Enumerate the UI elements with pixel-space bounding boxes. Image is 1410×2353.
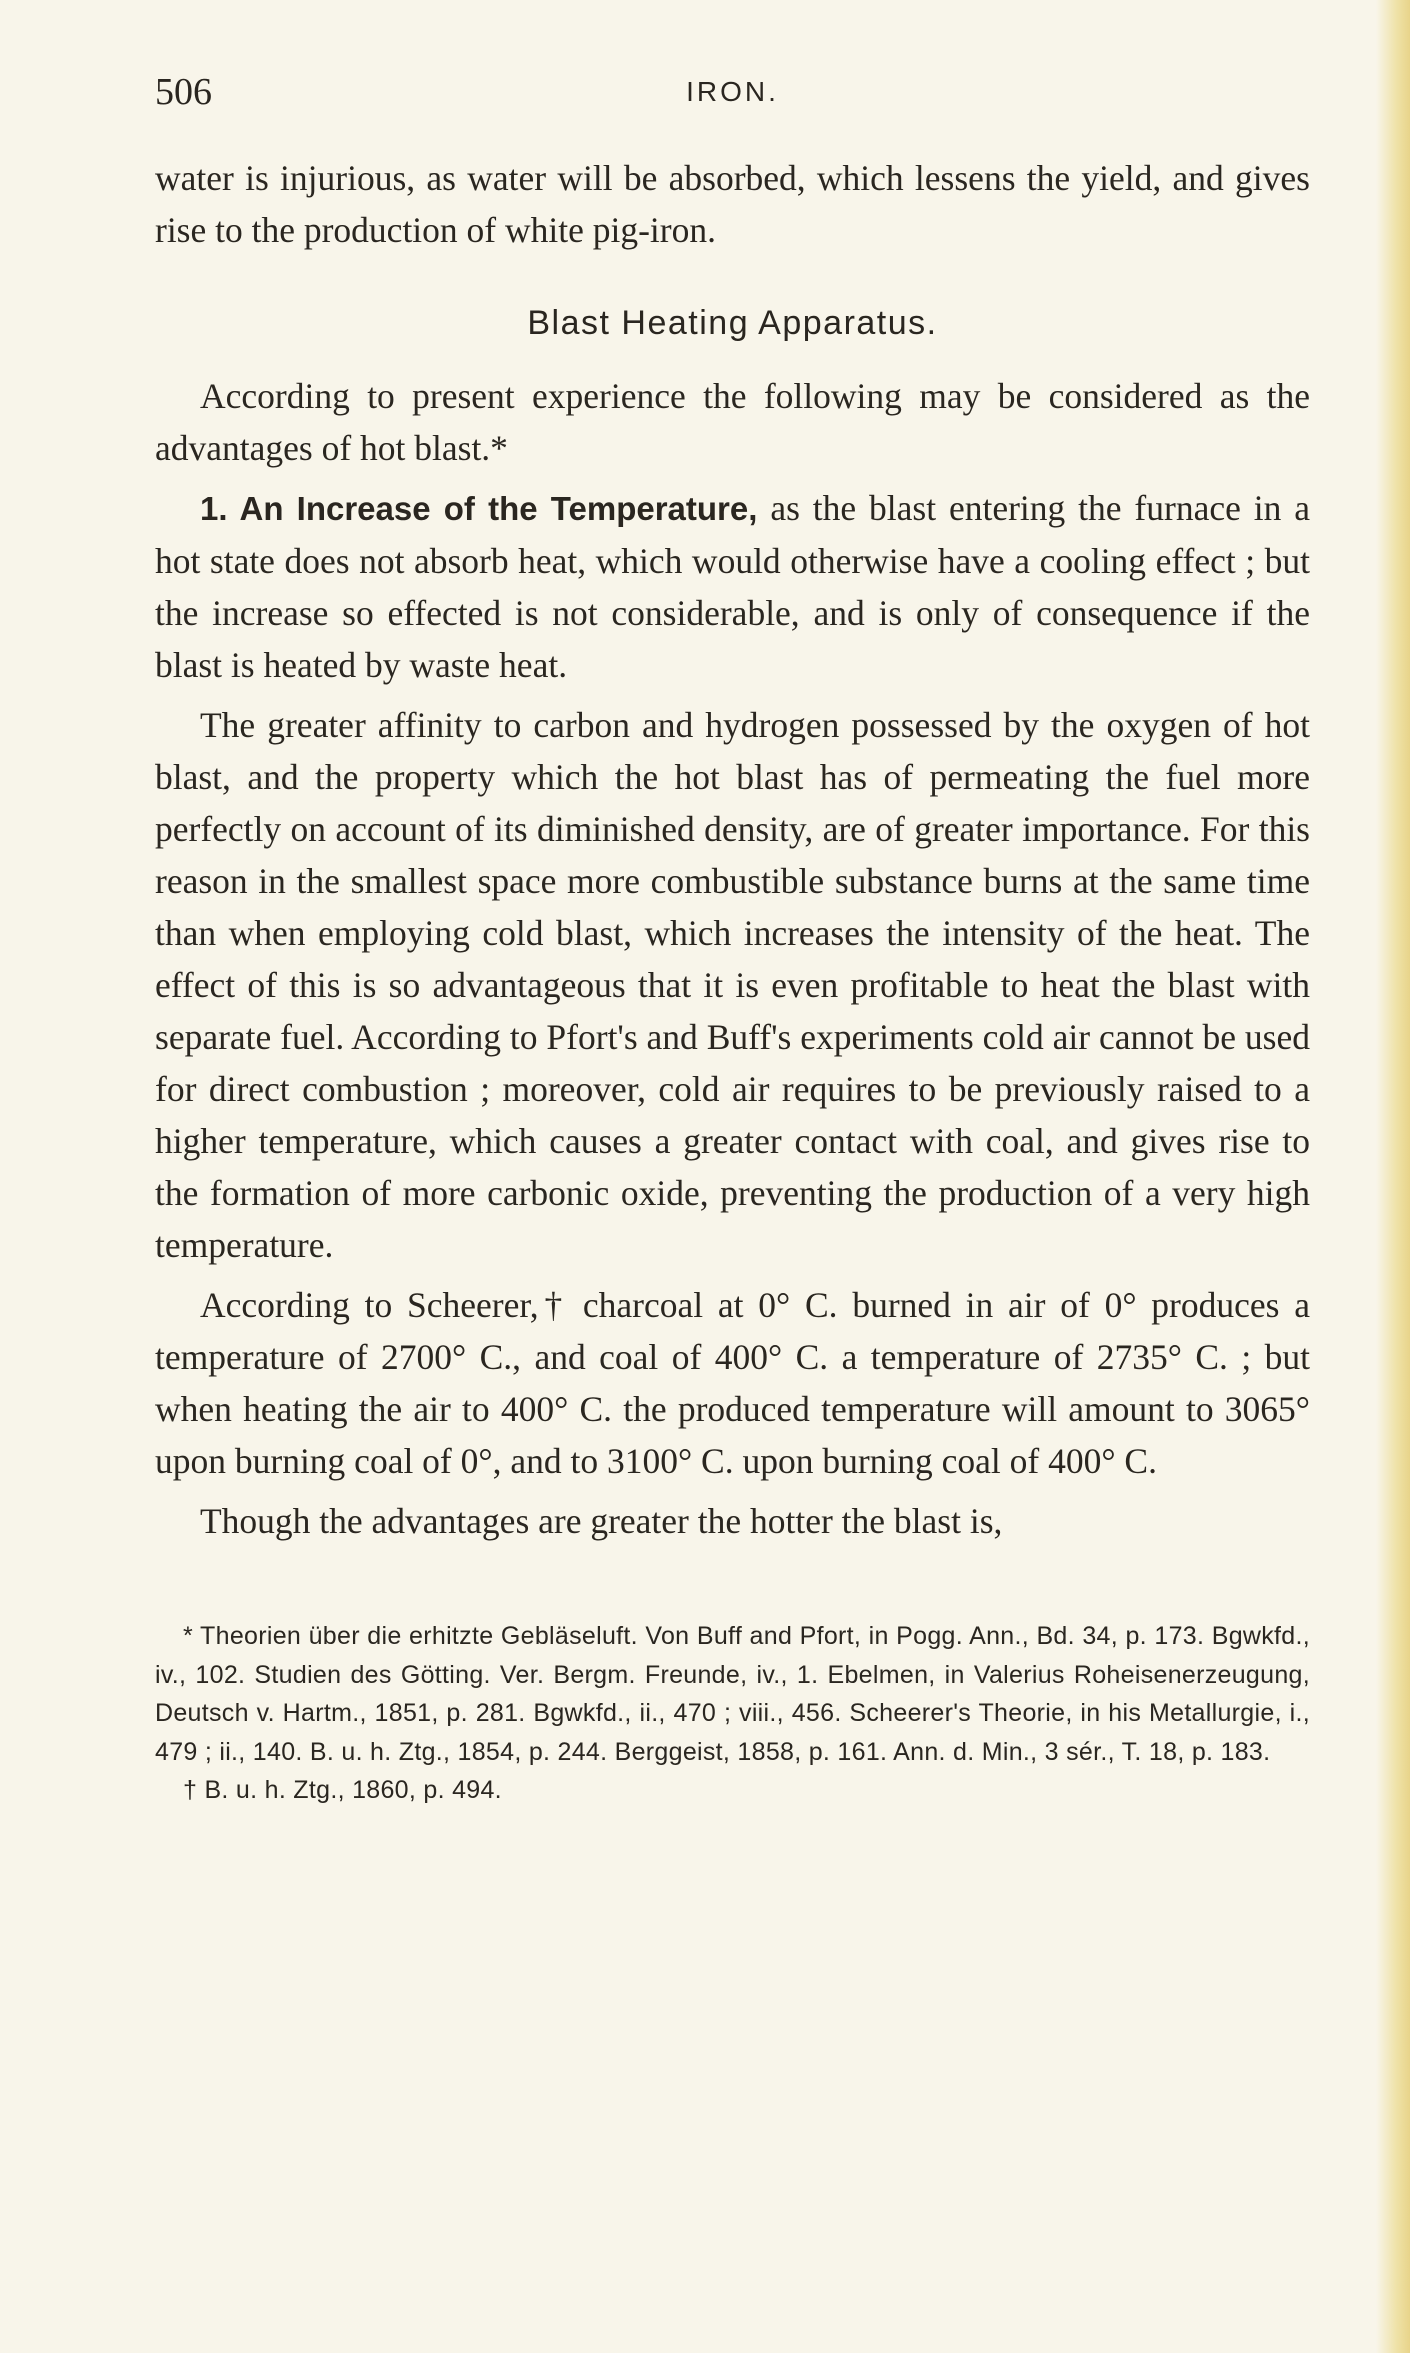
page-header <box>155 70 1310 126</box>
page-edge <box>1376 0 1410 2353</box>
footnotes <box>155 1617 1310 1810</box>
paragraph-advantages-intro: According to present experience the following may be considered as the advantages of hot blast.* <box>155 376 1310 468</box>
body-text <box>155 152 1310 1547</box>
paragraph-continuation: water is injurious, as water will be absorbed, which lessens the yield, and gives rise to the production of white pig-iron. <box>155 158 1310 250</box>
book-page <box>155 70 1310 1810</box>
page-number: 506 <box>155 71 212 113</box>
paragraph-though: Though the advantages are greater the hotter the blast is, <box>200 1501 1003 1541</box>
running-head: IRON. <box>686 76 779 107</box>
paragraph-temperature-increase <box>155 482 1310 691</box>
numbered-point-heading: 1. An Increase of the Temperature, <box>200 490 758 527</box>
numbered-point-text: as the blast entering the furnace in a hot state does not absorb heat, which would otherwise have a cooling effect ; but the increase so effected is not considerable, and is only of consequence if the blast is heated by waste heat. <box>155 488 1310 685</box>
section-heading: Blast Heating Apparatus. <box>527 304 938 342</box>
footnote-dagger: † B. u. h. Ztg., 1860, p. 494. <box>183 1776 502 1804</box>
footnote-asterisk: * Theorien über die erhitzte Gebläseluft. Von Buff and Pfort, in Pogg. Ann., Bd. 34, p. 173. Bgwkfd., iv., 102. Studien des Götting. Ver. Bergm. Freunde, iv., 1. Ebelmen, in Valerius Roheisenerzeugung, Deutsch v. Hartm., 1851, p. 281. Bgwkfd., ii., 470 ; viii., 456. Scheerer's Theorie, in his Metallurgie, i., 479 ; ii., 140. B. u. h. Ztg., 1854, p. 244. Berggeist, 1858, p. 161. Ann. d. Min., 3 sér., T. 18, p. 183. <box>155 1622 1310 1766</box>
paragraph-affinity: The greater affinity to carbon and hydrogen possessed by the oxygen of hot blast, and the property which the hot blast has of permeating the fuel more perfectly on account of its diminished density, are of greater importance. For this reason in the smallest space more combustible substance burns at the same time than when employing cold blast, which increases the intensity of the heat. The effect of this is so advantageous that it is even profitable to heat the blast with separate fuel. According to Pfort's and Buff's experiments cold air cannot be used for direct combustion ; moreover, cold air requires to be previously raised to a higher temperature, which causes a greater contact with coal, and gives rise to the formation of more carbonic oxide, preventing the production of a very high temperature. <box>155 705 1310 1265</box>
paragraph-scheerer: According to Scheerer,† charcoal at 0° C. burned in air of 0° produces a temperature of 2700° C., and coal of 400° C. a temperature of 2735° C. ; but when heating the air to 400° C. the produced temperature will amount to 3065° upon burning coal of 0°, and to 3100° C. upon burning coal of 400° C. <box>155 1285 1310 1481</box>
